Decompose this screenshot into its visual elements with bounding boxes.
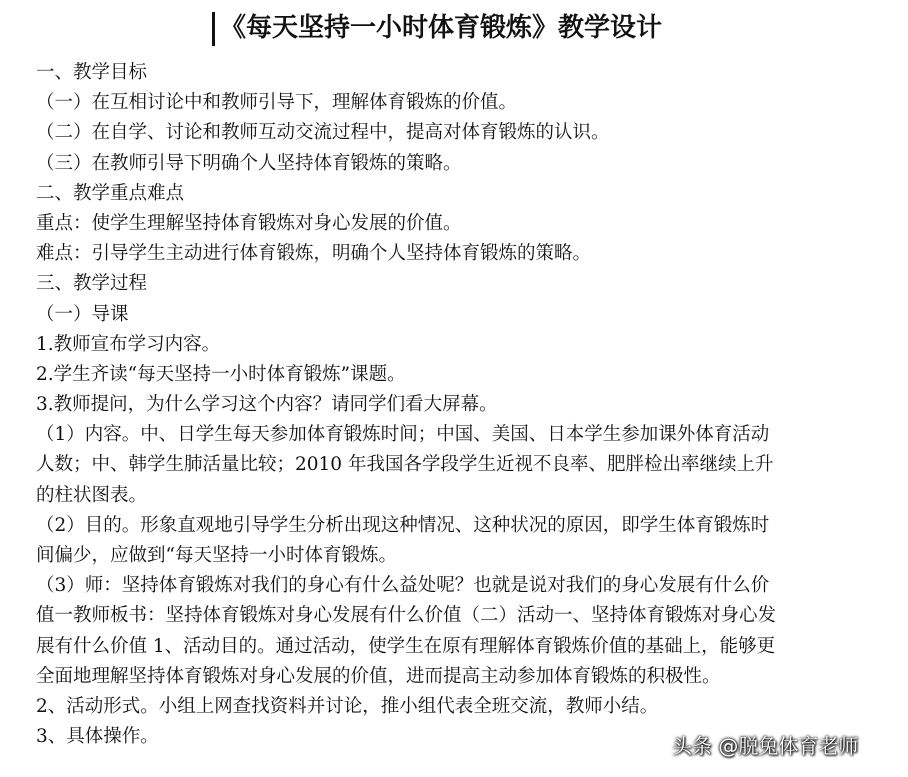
text-line: （二）在自学、讨论和教师互动交流过程中，提高对体育锻炼的认识。 [36, 122, 610, 144]
text-line: 人数；中、韩学生肺活量比较；2010 年我国各学段学生近视不良率、肥胖检出率继续上升 [36, 454, 774, 476]
subsection-heading: （一）导课 [36, 303, 129, 325]
text-line: 全面地理解坚持体育锻炼对身心发展的价值，进而提高主动参加体育锻炼的积极性。 [36, 665, 721, 687]
text-line: 难点：引导学生主动进行体育锻炼，明确个人坚持体育锻炼的策略。 [36, 243, 592, 265]
section-heading: 二、教学重点难点 [36, 182, 185, 204]
text-line: （3）师：坚持体育锻炼对我们的身心有什么益处呢？也就是说对我们的身心发展有什么价 [36, 575, 770, 597]
text-line: 的柱状图表。 [36, 484, 148, 506]
text-line: （一）在互相讨论中和教师引导下，理解体育锻炼的价值。 [36, 92, 518, 114]
title-bar [212, 12, 215, 46]
text-line: （三）在教师引导下明确个人坚持体育锻炼的策略。 [36, 152, 462, 174]
text-line: 2.学生齐读“每天坚持一小时体育锻炼”课题。 [36, 363, 406, 385]
text-line: （1）内容。中、日学生每天参加体育锻炼时间；中国、美国、日本学生参加课外体育活动 [36, 424, 770, 446]
text-line: 重点：使学生理解坚持体育锻炼对身心发展的价值。 [36, 212, 462, 234]
text-line: 值一教师板书：坚持体育锻炼对身心发展有什么价值（二）活动一、坚持体育锻炼对身心发 [36, 605, 777, 627]
text-line: 1.教师宣布学习内容。 [36, 333, 221, 355]
text-line: （2）目的。形象直观地引导学生分析出现这种情况、这种状况的原因，即学生体育锻炼时 [36, 514, 770, 536]
section-heading: 三、教学过程 [36, 273, 148, 295]
text-line: 间偏少，应做到“每天坚持一小时体育锻炼。 [36, 545, 397, 566]
text-line: 3、具体操作。 [36, 726, 159, 748]
text-line: 2、活动形式。小组上网查找资料并讨论，推小组代表全班交流，教师小结。 [36, 695, 659, 717]
text-line: 展有什么价值 1、活动目的。通过活动，使学生在原有理解体育锻炼价值的基础上，能够更 [36, 635, 776, 657]
text-line: 3.教师提问，为什么学习这个内容？请同学们看大屏幕。 [36, 394, 498, 416]
title-row [0, 8, 908, 48]
document-body [36, 58, 874, 752]
page-title: 《每天坚持一小时体育锻炼》教学设计 [220, 13, 663, 43]
watermark: 头条 @脱兔体育老师 [672, 734, 859, 758]
section-heading: 一、教学目标 [36, 62, 148, 83]
